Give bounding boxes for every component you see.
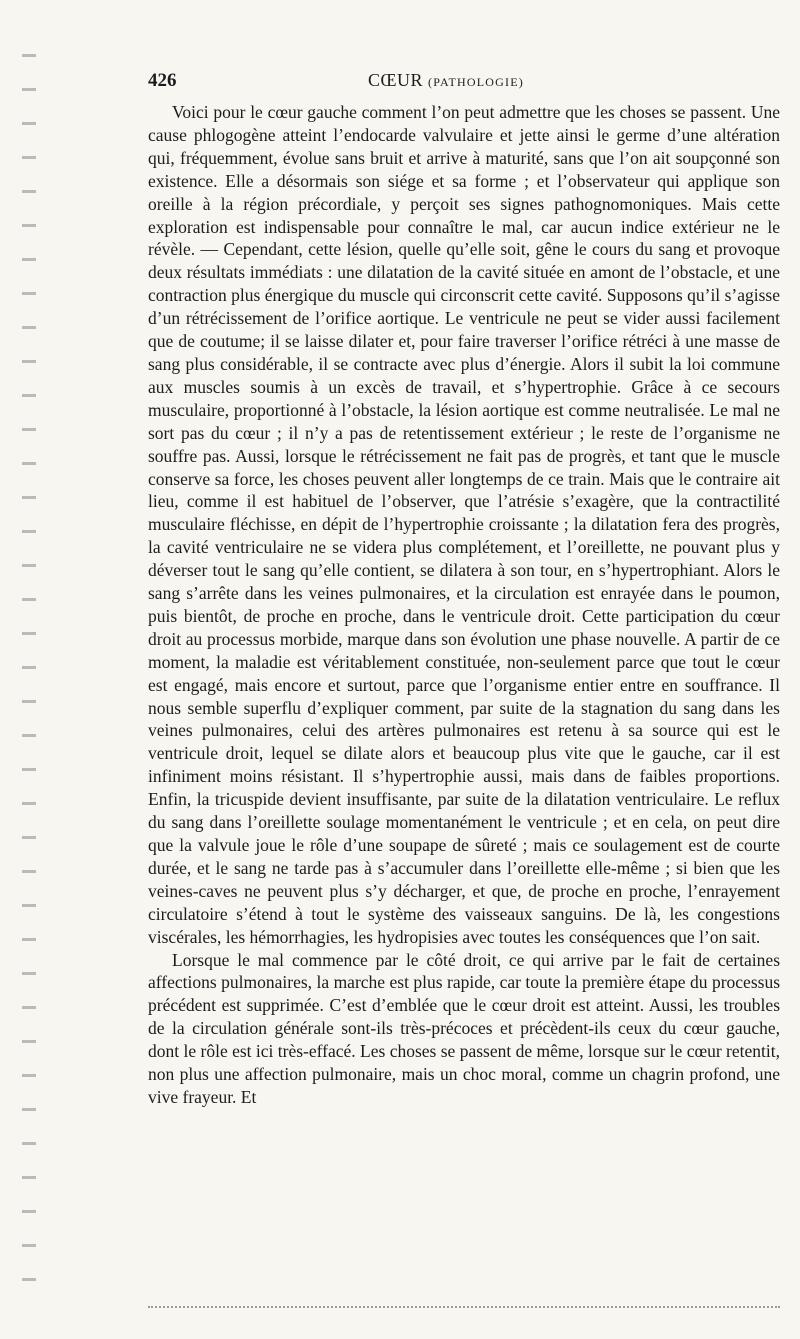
paragraph: Voici pour le cœur gauche comment l’on peut admettre que les choses se passent. Une cause phlogogène atteint l’endocarde valvulaire et jette ainsi le germe d’une altération qui, fréquemment, évolue sans bruit et arrive à maturité, sans que l’on ait soupçonné son existence. Elle a désormais son siége et sa forme ; et l’observateur qui applique son oreille à la région précordiale, y perçoit ses signes pathognomoniques. Mais cette exploration est indispensable pour connaître le mal, car aucun indice extérieur ne le révèle. — Cependant, cette lésion, quelle qu’elle soit, gêne le cours du sang et provoque deux résultats immédiats : une dilatation de la cavité située en amont de l’obstacle, et une contraction plus énergique du muscle qui circonscrit cette cavité. Supposons qu’il s’agisse d’un rétrécissement de l’orifice aortique. Le ventricule ne peut se vider aussi facilement que de coutume; il se laisse dilater et, pour faire traverser l’orifice rétréci à une masse de sang plus considérable, il se contracte avec plus d’énergie. Alors il subit la loi commune aux muscles soumis à un excès de travail, et s’hypertrophie. Grâce à ce secours musculaire, proportionné à l’obstacle, la lésion aortique est comme neutralisée. Le mal ne sort pas du cœur ; il n’y a pas de retentissement extérieur ; le reste de l’organisme ne souffre pas. Aussi, lorsque le rétrécissement ne fait pas de progrès, et tant que le muscle conserve sa force, les choses peuvent aller longtemps de ce train. Mais que le contraire ait lieu, comme il est habituel de l’observer, que l’atrésie s’exagère, que la contractilité musculaire fléchisse, en dépit de l’hypertrophie croissante ; la dilatation fera des progrès, la cavité ventriculaire ne se videra plus complétement, et l’oreillette, ne pouvant plus y déverser tout le sang qu’elle contient, se dilatera à son tour, en s’hypertrophiant. Alors le sang s’arrête dans les veines pulmonaires, et la circulation est enrayée dans le poumon, puis bientôt, de proche en proche, dans le ventricule droit. Cette participation du cœur droit au processus morbide, marque dans son évolution une phase nouvelle. A partir de ce moment, la maladie est véritablement constituée, non-seulement parce que tout le cœur est engagé, mais encore et surtout, parce que l’organisme entier entre en souffrance. Il nous semble superflu d’expliquer comment, par suite de la stagnation du sang dans les veines pulmonaires, celui des artères pulmonaires est retenu à sa source qui est le ventricule droit, lequel se dilate alors et beaucoup plus vite que le gauche, car il est infiniment moins résistant. Il s’hypertrophie aussi, mais dans de faibles proportions. Enfin, la tricuspide devient insuffisante, par suite de la dilatation ventriculaire. Le reflux du sang dans l’oreillette soulage momentanément le ventricule ; et en cela, on peut dire que la valvule joue le rôle d’une soupape de sûreté ; mais ce soulagement est de courte durée, et le sang ne tarde pas à s’accumuler dans l’oreillette elle-même ; si bien que les veines-caves ne peuvent plus s’y décharger, et que, de proche en proche, l’enrayement circulatoire s’étend à tout le système des vaisseaux sanguins. De là, les congestions viscérales, les hémorrhagies, les hydropisies avec toutes les conséquences que l’on sait. (148, 102, 780, 947)
page-header (148, 70, 780, 96)
margin-scan-marks (22, 40, 36, 1300)
paragraph: Lorsque le mal commence par le côté droit, ce qui arrive par le fait de certaines affections pulmonaires, la marche est plus rapide, car toute la première étape du processus précédent est supprimée. C’est d’emblée que le cœur droit est atteint. Aussi, les troubles de la circulation générale sont-ils très-précoces et précèdent-ils ceux du cœur gauche, dont le rôle est ici très-effacé. Les choses se passent de même, lorsque sur le cœur retentit, non plus une affection pulmonaire, mais un choc moral, comme un chagrin profond, une vive frayeur. Et (148, 949, 780, 1107)
page-number: 426 (148, 70, 177, 91)
footer-dotted-rule (148, 1306, 780, 1308)
running-head-title: CŒUR (368, 70, 424, 90)
running-head-subtitle: (PATHOLOGIE) (428, 75, 524, 89)
running-head (368, 70, 524, 91)
body-text (148, 101, 780, 1109)
